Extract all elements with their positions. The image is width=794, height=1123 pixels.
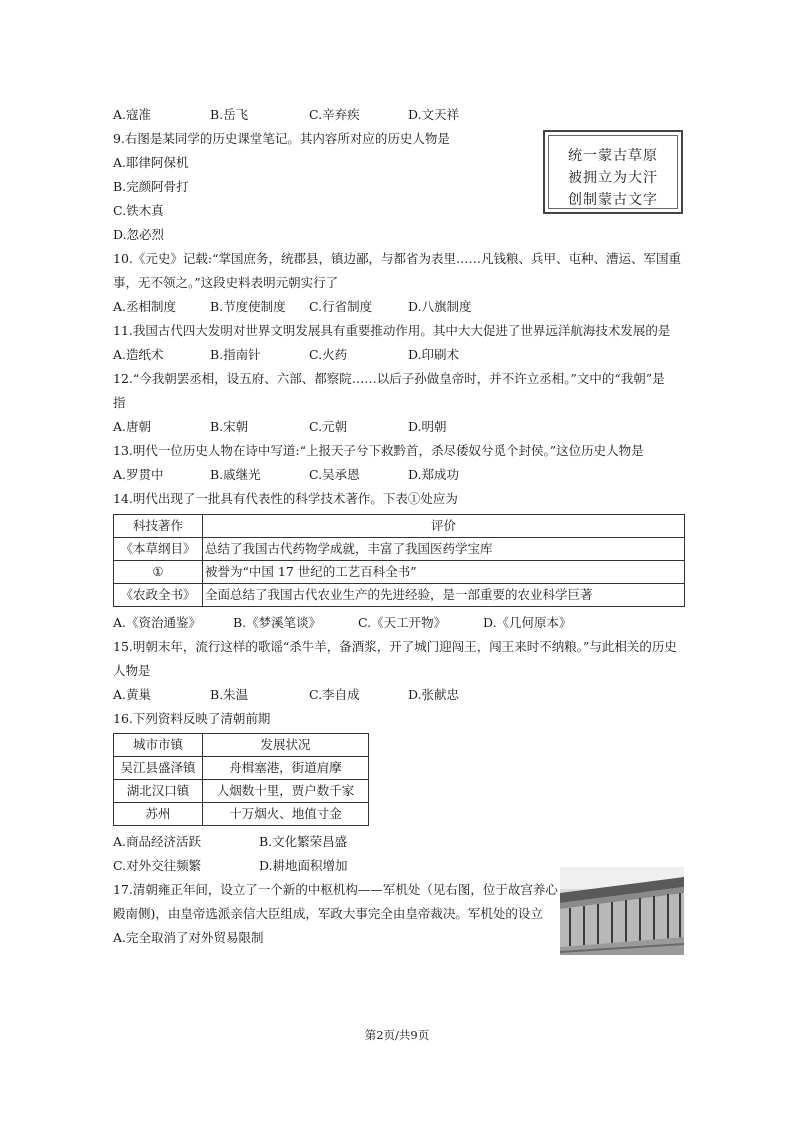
q13-stem: 13.明代一位历史人物在诗中写道:“上报天子兮下救黔首，杀尽倭奴兮觅个封侯。”这位历史人物是 [113, 443, 644, 458]
table-cell: 十万烟火、地值寸金 [203, 803, 369, 826]
q11-option-c: C.火药 [309, 347, 348, 362]
table-row [114, 584, 685, 607]
table-header-cell: 城市市镇 [114, 734, 203, 757]
q11-option-a: A.造纸术 [113, 347, 164, 362]
note-line: 被拥立为大汗 [568, 170, 658, 186]
table-cell: 湖北汉口镇 [114, 780, 203, 803]
q9-option-c: C.铁木真 [113, 203, 164, 218]
q9-option-a: A.耶律阿保机 [113, 155, 189, 170]
q16-option-c: C.对外交往频繁 [113, 858, 202, 873]
q12-option-a: A.唐朝 [113, 419, 152, 434]
q14-option-c: C.《天工开物》 [358, 615, 447, 630]
table-header-row [114, 734, 369, 757]
table-cell: 全面总结了我国古代农业生产的先进经验，是一部重要的农业科学巨著 [203, 584, 685, 607]
q14-table [113, 514, 685, 607]
note-line: 统一蒙古草原 [568, 148, 658, 164]
q13-option-d: D.郑成功 [408, 467, 460, 482]
q8-option-d: D.文天祥 [408, 107, 460, 122]
q12-option-b: B.宋朝 [210, 419, 249, 434]
page-number: 第2页/共9页 [364, 1028, 430, 1042]
q8-option-c: C.辛弃疾 [309, 107, 360, 122]
class-note-box [543, 130, 683, 214]
q14-option-d: D.《几何原本》 [483, 615, 572, 630]
q12-stem-line: 指 [113, 395, 126, 410]
q17-stem-line: 17.清朝雍正年间，设立了一个新的中枢机构——军机处（见右图，位于故宫养心 [113, 882, 558, 897]
table-row [114, 803, 369, 826]
q15-option-a: A.黄巢 [113, 687, 152, 702]
q16-table [113, 733, 369, 826]
q17-option-a: A.完全取消了对外贸易限制 [113, 930, 264, 945]
q16-option-d: D.耕地面积增加 [259, 858, 348, 873]
q15-option-c: C.李自成 [309, 687, 360, 702]
table-cell: ① [114, 561, 203, 584]
q10-option-b: B.节度使制度 [210, 299, 286, 314]
table-row [114, 538, 685, 561]
table-header-cell: 发展状况 [203, 734, 369, 757]
q15-option-d: D.张献忠 [408, 687, 460, 702]
q8-option-a: A.寇准 [113, 107, 152, 122]
q14-option-a: A.《资治通鉴》 [113, 615, 202, 630]
table-header-cell: 评价 [203, 515, 685, 538]
q17-stem-line: 殿南侧)，由皇帝选派亲信大臣组成，军政大事完全由皇帝裁决。军机处的设立 [113, 906, 543, 921]
table-cell: 吴江县盛泽镇 [114, 757, 203, 780]
q15-stem-line: 人物是 [113, 663, 151, 678]
table-cell: 苏州 [114, 803, 203, 826]
q16-stem: 16.下列资料反映了清朝前期 [113, 711, 271, 726]
q9-option-d: D.忽必烈 [113, 227, 165, 242]
building-photo-image [560, 867, 684, 955]
table-row [114, 780, 369, 803]
table-cell: 被誉为“中国 17 世纪的工艺百科全书” [203, 561, 685, 584]
q16-option-b: B.文化繁荣昌盛 [259, 834, 348, 849]
note-line: 创制蒙古文字 [568, 192, 658, 208]
q16-option-a: A.商品经济活跃 [113, 834, 202, 849]
q13-option-b: B.戚继光 [210, 467, 261, 482]
q13-option-a: A.罗贯中 [113, 467, 164, 482]
table-row [114, 757, 369, 780]
q10-option-c: C.行省制度 [309, 299, 373, 314]
table-header-row [114, 515, 685, 538]
grand-council-photo [560, 867, 684, 955]
q14-stem: 14.明代出现了一批具有代表性的科学技术著作。下表①处应为 [113, 491, 458, 506]
q9-option-b: B.完颜阿骨打 [113, 179, 189, 194]
q10-option-a: A.丞相制度 [113, 299, 177, 314]
q11-option-d: D.印刷术 [408, 347, 460, 362]
q12-option-c: C.元朝 [309, 419, 348, 434]
q10-stem-line: 事，无不领之。”这段史料表明元朝实行了 [113, 275, 339, 290]
q15-stem-line: 15.明朝末年，流行这样的歌谣“杀牛羊，备酒浆，开了城门迎闯王，闯王来时不纳粮。”与此相关的历史 [113, 639, 677, 654]
table-row [114, 561, 685, 584]
table-cell: 《本草纲目》 [114, 538, 203, 561]
q8-option-b: B.岳飞 [210, 107, 249, 122]
q14-option-b: B.《梦溪笔谈》 [233, 615, 322, 630]
q11-stem: 11.我国古代四大发明对世界文明发展具有重要推动作用。其中大大促进了世界远洋航海技术发展的是 [113, 323, 671, 338]
q12-stem-line: 12.“今我朝罢丞相，设五府、六部、都察院……以后子孙做皇帝时，并不许立丞相。”文中的“我朝”是 [113, 371, 665, 386]
table-cell: 舟楫塞港，街道肩摩 [203, 757, 369, 780]
table-cell: 《农政全书》 [114, 584, 203, 607]
q15-option-b: B.朱温 [210, 687, 249, 702]
q10-stem-line: 10.《元史》记载:“掌国庶务，统郡县，镇边鄙，与都省为表里……凡钱粮、兵甲、屯种、漕运、军国重 [113, 251, 681, 266]
q9-stem: 9.右图是某同学的历史课堂笔记。其内容所对应的历史人物是 [113, 131, 450, 146]
table-cell: 总结了我国古代药物学成就，丰富了我国医药学宝库 [203, 538, 685, 561]
q11-option-b: B.指南针 [210, 347, 261, 362]
q10-option-d: D.八旗制度 [408, 299, 472, 314]
q13-option-c: C.吴承恩 [309, 467, 360, 482]
q12-option-d: D.明朝 [408, 419, 447, 434]
table-header-cell: 科技著作 [114, 515, 203, 538]
table-cell: 人烟数十里，贾户数千家 [203, 780, 369, 803]
